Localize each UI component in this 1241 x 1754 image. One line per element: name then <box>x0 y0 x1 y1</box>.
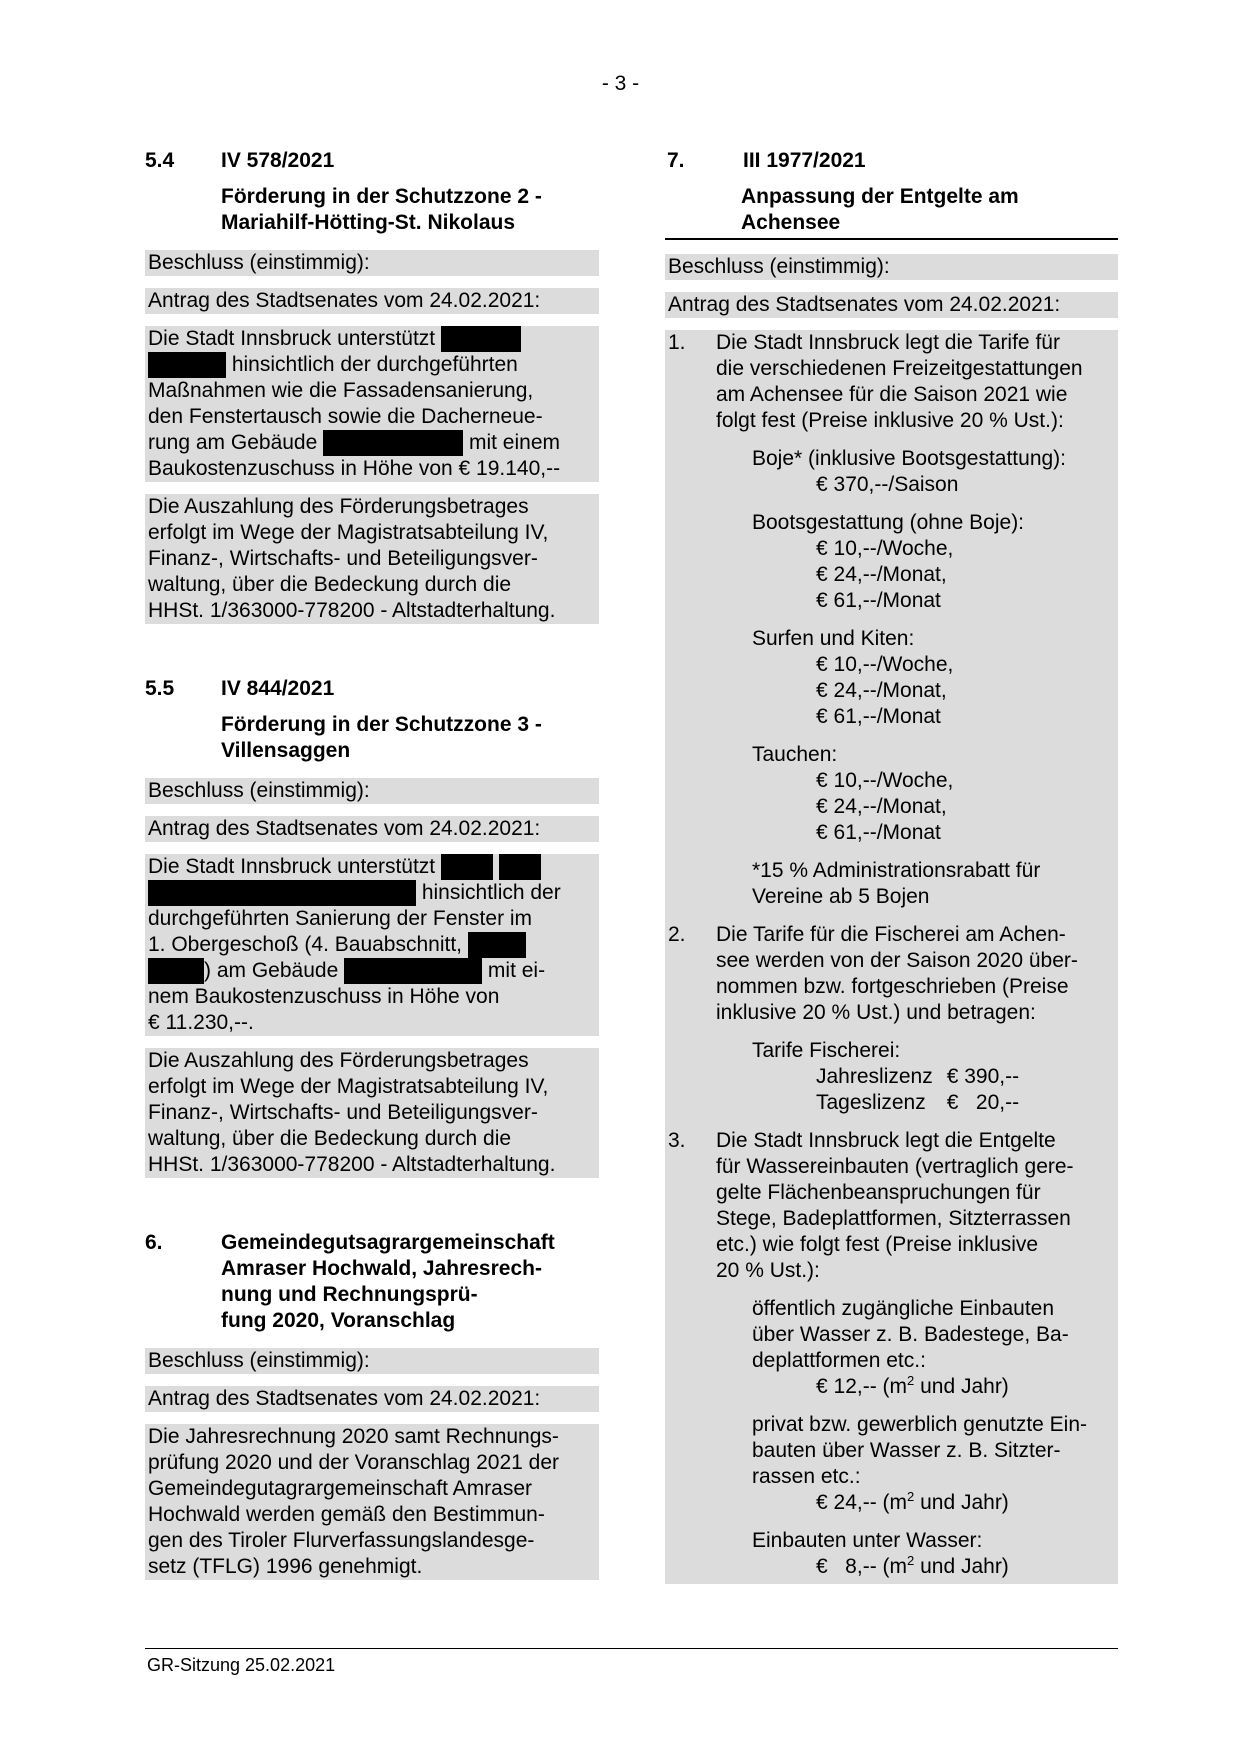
section-5-5 <box>145 676 599 1178</box>
antrag-label: Antrag des Stadtsenates vom 24.02.2021: <box>665 292 1118 318</box>
payment-paragraph: Die Auszahlung des Förderungsbetrages erfolgt im Wege der Magistratsabteilung IV, Finanz-, Wirtschafts- und Beteiligungsver- waltung, über die Bedeckung durch die HHSt. 1/363000-778200 - Altstadterhaltung. <box>145 1048 599 1178</box>
beschluss-label: Beschluss (einstimmig): <box>145 1348 599 1374</box>
redacted-name <box>148 352 226 378</box>
redacted-address <box>344 958 482 984</box>
beschluss-label: Beschluss (einstimmig): <box>665 254 1118 280</box>
beschluss-label: Beschluss (einstimmig): <box>145 778 599 804</box>
section-number: 5.5 <box>145 677 175 700</box>
right-column <box>665 148 1118 1584</box>
section-reference: IV 578/2021 <box>221 149 335 172</box>
redacted-name <box>499 854 541 880</box>
redacted-name <box>441 854 493 880</box>
section-title: Förderung in der Schutzzone 2 - Mariahilf-Hötting-St. Nikolaus <box>221 185 542 234</box>
tariff-bootsgestattung: Bootsgestattung (ohne Boje): € 10,--/Woche, € 24,--/Monat, € 61,--/Monat <box>752 511 1025 612</box>
redacted-detail <box>148 958 204 984</box>
section-reference: IV 844/2021 <box>221 677 335 700</box>
antrag-label: Antrag des Stadtsenates vom 24.02.2021: <box>145 816 599 842</box>
redacted-name <box>148 880 416 906</box>
tariff-fischerei: Tarife Fischerei: Jahreslizenz € 390,-- Tageslizenz € 20,-- <box>752 1038 1115 1116</box>
section-reference: III 1977/2021 <box>743 149 866 172</box>
section-number: 5.4 <box>145 149 175 172</box>
resolution-paragraph: Die Jahresrechnung 2020 samt Rechnungs- prüfung 2020 und der Voranschlag 2021 der Gemeindegutagrargemeinschaft Amraser Hochwald werden gemäß den Bestimmun- gen des Tiroler Flurverfassungslandesge- setz (TFLG) 1996 genehmigt. <box>145 1424 599 1580</box>
section-title: Förderung in der Schutzzone 3 - Villensaggen <box>221 713 542 762</box>
redacted-name <box>441 326 521 352</box>
fee-privat: privat bzw. gewerblich genutzte Ein- bauten über Wasser z. B. Sitzter- rassen etc.: € 24,-- ($m^2$ und Jahr) <box>752 1413 1088 1514</box>
antrag-label: Antrag des Stadtsenates vom 24.02.2021: <box>145 288 599 314</box>
fee-oeffentlich: öffentlich zugängliche Einbauten über Wasser z. B. Badestege, Ba- deplattformen etc.: € 12,-- ($m^2$ und Jahr) <box>752 1297 1069 1398</box>
tariff-boje: Boje* (inklusive Bootsgestattung): € 370,--/Saison <box>752 447 1067 496</box>
payment-paragraph: Die Auszahlung des Förderungsbetrages erfolgt im Wege der Magistratsabteilung IV, Finanz-, Wirtschafts- und Beteiligungsver- waltung, über die Bedeckung durch die HHSt. 1/363000-778200 - Altstadterhaltung. <box>145 494 599 624</box>
redacted-detail <box>468 932 526 958</box>
page-number: - 3 - <box>601 72 640 95</box>
section-title: Anpassung der Entgelte am Achensee <box>741 185 1019 234</box>
section-number: 6. <box>145 1231 163 1254</box>
section-6 <box>145 1230 599 1580</box>
table-row: Jahreslizenz € 390,-- <box>816 1065 1020 1088</box>
footer-text: GR-Sitzung 25.02.2021 <box>147 1655 336 1675</box>
fischerei-table <box>816 1064 1033 1116</box>
left-column <box>145 148 599 1580</box>
resolution-paragraph: Die Stadt Innsbruck unterstützt hinsichtlich der durchgeführten Sanierung der Fenster im 1. Obergeschoß (4. Bauabschnitt, ) am Gebäude mit ei- nem Baukostenzuschuss in Höhe von € 11.230,--. <box>145 854 599 1036</box>
section-title: Gemeindegutsagrargemeinschaft Amraser Hochwald, Jahresrech- nung und Rechnungsprü- fung 2020, Voranschlag <box>221 1231 555 1332</box>
redacted-address <box>323 430 463 456</box>
fee-unter-wasser: Einbauten unter Wasser: € 8,-- ($m^2$ und Jahr) <box>752 1529 1009 1578</box>
list-item-1: 1. Die Stadt Innsbruck legt die Tarife für die verschiedenen Freizeitgestattungen am Achensee für die Saison 2021 wie folgt fest (Preise inklusive 20 % Ust.): <box>668 331 1083 432</box>
table-row: Tageslizenz € 20,-- <box>816 1091 1020 1114</box>
resolution-paragraph: Die Stadt Innsbruck unterstützt hinsichtlich der durchgeführten Maßnahmen wie die Fassadensanierung, den Fenstertausch sowie die Dacherneue- rung am Gebäude mit einem Baukostenzuschuss in Höhe von € 19.140,-- <box>145 326 599 482</box>
footnote-rabatt: *15 % Administrationsrabatt für Vereine ab 5 Bojen <box>752 859 1041 908</box>
list-item-3: 3. Die Stadt Innsbruck legt die Entgelte für Wassereinbauten (vertraglich gere- gelte Flächenbeanspruchungen für Stege, Badeplattformen, Sitzterrassen etc.) wie folgt fest (Preise inklusive 20 % Ust.): <box>668 1129 1074 1282</box>
section-number: 7. <box>667 149 685 172</box>
section-5-4 <box>145 148 599 624</box>
antrag-label: Antrag des Stadtsenates vom 24.02.2021: <box>145 1386 599 1412</box>
section-7 <box>665 148 1118 1584</box>
tariff-tauchen: Tauchen: € 10,--/Woche, € 24,--/Monat, € 61,--/Monat <box>752 743 954 844</box>
tariff-surfen: Surfen und Kiten: € 10,--/Woche, € 24,--/Monat, € 61,--/Monat <box>752 627 954 728</box>
beschluss-label: Beschluss (einstimmig): <box>145 250 599 276</box>
resolution-body <box>665 330 1118 1584</box>
list-item-2: 2. Die Tarife für die Fischerei am Achen- see werden von der Saison 2020 über- nommen bzw. fortgeschrieben (Preise inklusive 20 % Ust.) und betragen: <box>668 923 1078 1024</box>
footer-rule <box>145 1648 1118 1649</box>
